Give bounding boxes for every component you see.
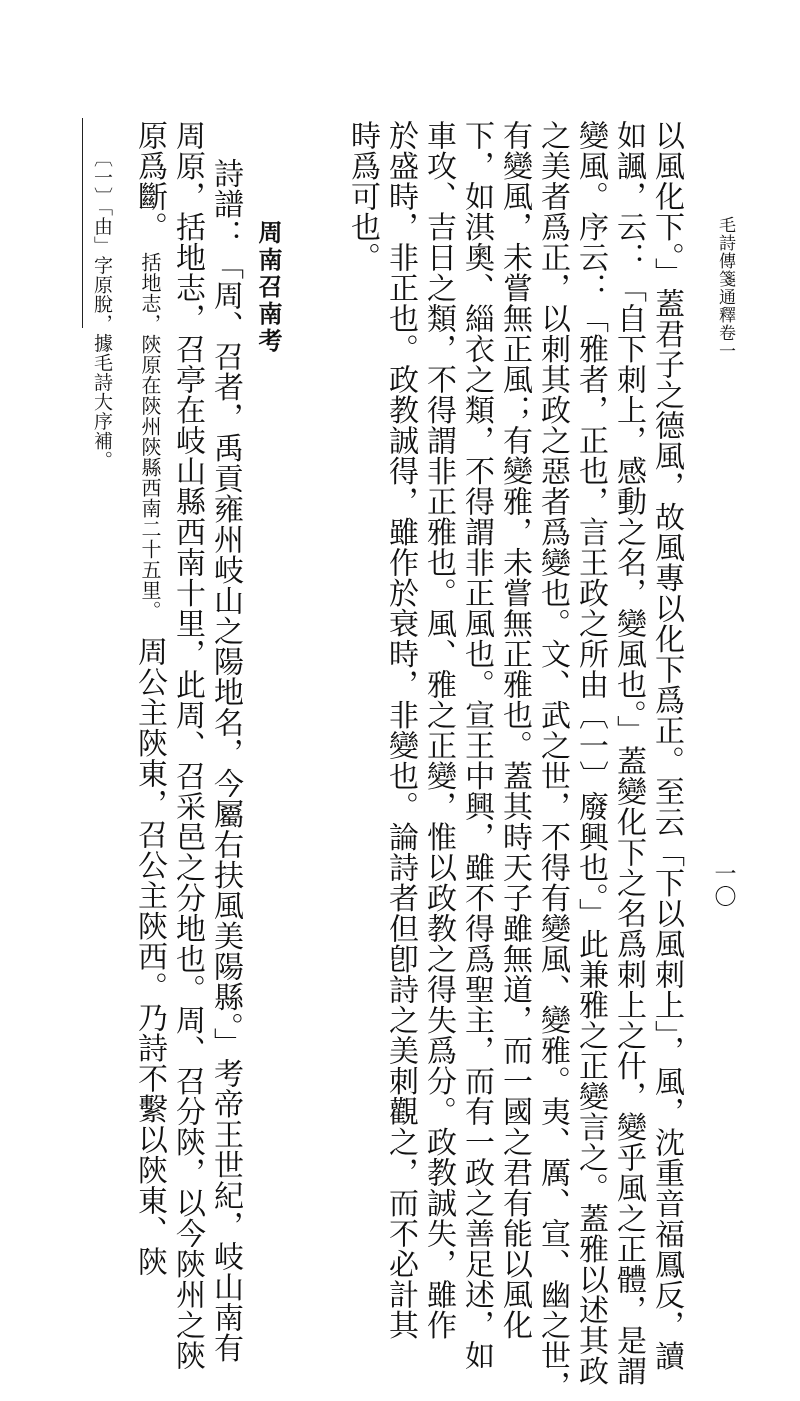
text-column-2: 如諷，云：「自下刺上，感動之名，變風也。」蓋變化下之名爲刺上之什，變乎風之正體，是謂: [611, 120, 646, 1386]
text-column-3: 變風。序云：「雅者，正也，言王政之所由〔一〕廢興也。」此兼雅之正變言之。蓋雅以述其政: [573, 120, 608, 1386]
text-column-1: 以風化下。」蓋君子之德風，故風專以化下爲正。至云「下以風刺上」，風，沈重音福鳳反，讀: [649, 120, 684, 1371]
page-number: 一〇: [711, 862, 736, 908]
section-title: 周南召南考: [254, 220, 283, 355]
textual-note: 〔一〕「由」字原脫，據毛詩大序補。: [91, 148, 113, 470]
text-column-4: 之美者爲正，以刺其政之惡者爲變也。文、武之世，不得有變風、變雅。夷、厲、宣、幽之世，: [535, 120, 570, 1401]
section-column-2: 周原，括地志，召亭在岐山縣西南十里，此周、召采邑之分地也。周、召分陝，以今陝州之陝: [170, 120, 205, 1371]
section-column-3-continued: 周公主陝東，召公主陝西。乃詩不繫以陝東、陝: [132, 636, 167, 1277]
note-divider: [82, 118, 83, 328]
text-column-5: 有變風，未嘗無正風；有變雅，未嘗無正雅也。蓋其時天子雖無道，而一國之君有能以風化: [497, 120, 532, 1340]
inline-note: 括地志，陝原在陝州陝縣西南二十五里。: [138, 252, 162, 621]
section-column-1: 詩譜：「周、召者，禹貢雍州岐山之陽地名，今屬右扶風美陽縣。」考帝王世紀，岐山南有: [208, 158, 243, 1363]
running-title: 毛詩傳箋通釋卷一: [715, 216, 735, 360]
section-column-3: 原爲斷。: [132, 120, 167, 242]
text-column-8: 於盛時，非正也。政教誠得，雖作於衰時，非變也。論詩者但卽詩之美刺觀之，而不必計其: [383, 120, 418, 1340]
text-column-6: 下，如淇奧、緇衣之類，不得謂非正風也。宣王中興，雖不得爲聖主，而有一政之善足述，如: [459, 120, 494, 1371]
text-column-9: 時爲可也。: [345, 120, 380, 273]
text-column-7: 車攻、吉日之類，不得謂非正雅也。風、雅之正變，惟以政教之得失爲分。政教誠失，雖作: [421, 120, 456, 1340]
